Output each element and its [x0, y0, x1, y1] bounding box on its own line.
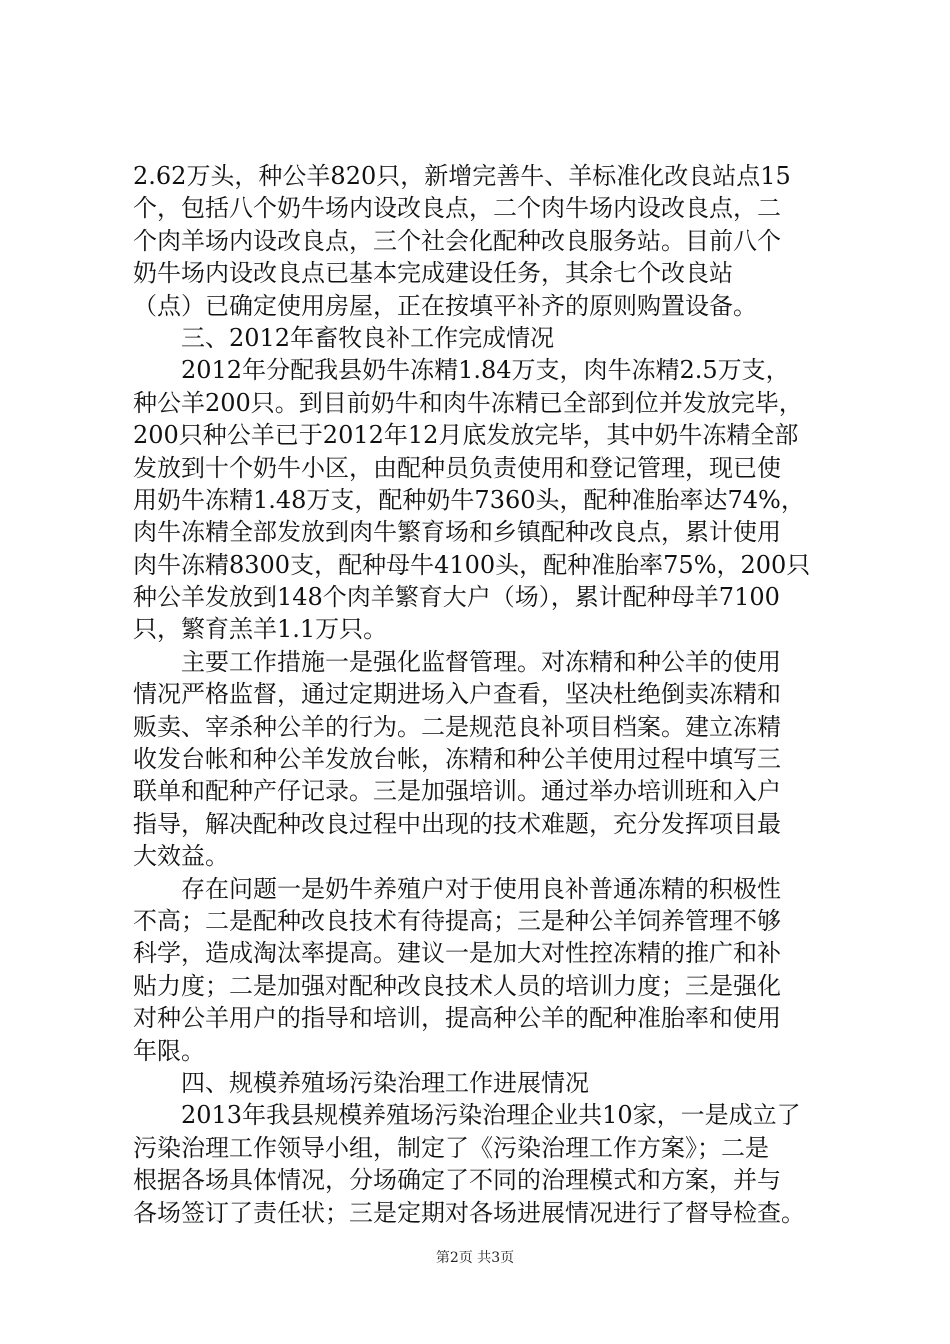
text-line: 科学，造成淘汰率提高。建议一是加大对性控冻精的推广和补 — [133, 939, 781, 968]
text-line: 肉牛冻精全部发放到肉牛繁育场和乡镇配种改良点，累计使用 — [133, 518, 781, 547]
text-line: 种公羊200只。到目前奶牛和肉牛冻精已全部到位并发放完毕， — [133, 388, 803, 417]
text-line: 个，包括八个奶牛场内设改良点，二个肉牛场内设改良点，二 — [133, 194, 781, 223]
text-line: 不高；二是配种改良技术有待提高；三是种公羊饲养管理不够 — [133, 906, 781, 935]
text-line: 贴力度；二是加强对配种改良技术人员的培训力度；三是强化 — [133, 971, 781, 1000]
text-line: 情况严格监督，通过定期进场入户查看，坚决杜绝倒卖冻精和 — [133, 680, 781, 709]
text-line: 存在问题一是奶牛养殖户对于使用良补普通冻精的积极性 — [181, 874, 781, 903]
text-line: 三、2012年畜牧良补工作完成情况 — [181, 323, 555, 352]
text-line: 200只种公羊已于2012年12月底发放完毕，其中奶牛冻精全部 — [133, 421, 799, 450]
text-line: 种公羊发放到148个肉羊繁育大户（场），累计配种母羊7100 — [133, 583, 780, 612]
text-line: 各场签订了责任状；三是定期对各场进展情况进行了督导检查。 — [133, 1198, 805, 1227]
text-line: 发放到十个奶牛小区，由配种员负责使用和登记管理，现已使 — [133, 453, 781, 482]
text-line: 四、规模养殖场污染治理工作进展情况 — [181, 1068, 589, 1097]
text-line: 2012年分配我县奶牛冻精1.84万支，肉牛冻精2.5万支， — [181, 356, 790, 385]
page-footer: 第2页 共3页 — [435, 1250, 515, 1266]
text-line: 大效益。 — [133, 842, 229, 871]
text-line: 肉牛冻精8300支，配种母牛4100头，配种准胎率75%，200只 — [133, 550, 811, 579]
text-line: 2013年我县规模养殖场污染治理企业共10家，一是成立了 — [181, 1101, 801, 1130]
text-line: 用奶牛冻精1.48万支，配种奶牛7360头，配种准胎率达74%， — [133, 485, 805, 514]
text-line: 收发台帐和种公羊发放台帐，冻精和种公羊使用过程中填写三 — [133, 745, 781, 774]
text-line: 根据各场具体情况，分场确定了不同的治理模式和方案，并与 — [133, 1166, 781, 1195]
text-line: 主要工作措施一是强化监督管理。对冻精和种公羊的使用 — [181, 647, 781, 676]
document-body — [133, 160, 833, 1229]
text-line: 对种公羊用户的指导和培训，提高种公羊的配种准胎率和使用 — [133, 1004, 781, 1033]
text-line: 污染治理工作领导小组，制定了《污染治理工作方案》；二是 — [133, 1133, 769, 1162]
text-line: 指导，解决配种改良过程中出现的技术难题，充分发挥项目最 — [133, 809, 781, 838]
text-line: 贩卖、宰杀种公羊的行为。二是规范良补项目档案。建立冻精 — [133, 712, 781, 741]
text-line: 个肉羊场内设改良点，三个社会化配种改良服务站。目前八个 — [133, 226, 781, 255]
text-line: 奶牛场内设改良点已基本完成建设任务，其余七个改良站 — [133, 259, 733, 288]
text-line: 联单和配种产仔记录。三是加强培训。通过举办培训班和入户 — [133, 777, 781, 806]
text-line: 2.62万头，种公羊820只，新增完善牛、羊标准化改良站点15 — [133, 162, 791, 190]
text-line: 只，繁育羔羊1.1万只。 — [133, 615, 388, 644]
text-line: 年限。 — [133, 1036, 205, 1065]
text-line: （点）已确定使用房屋，正在按填平补齐的原则购置设备。 — [133, 291, 757, 320]
